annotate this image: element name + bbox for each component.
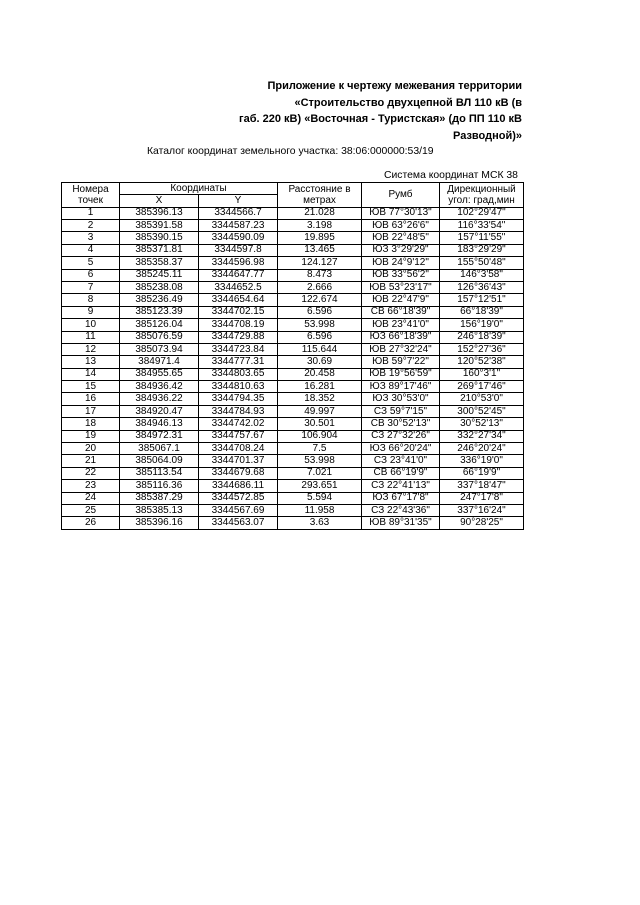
table-row [62, 294, 524, 306]
y-cell: 3344742.02 [199, 418, 278, 430]
x-cell: 385238.08 [120, 281, 199, 293]
table-row [62, 269, 524, 281]
rumb-cell: СЗ 22°43'36" [362, 504, 440, 516]
distance-cell: 30.69 [278, 356, 362, 368]
table-row [62, 504, 524, 516]
distance-cell: 122.674 [278, 294, 362, 306]
x-cell: 385116.36 [120, 480, 199, 492]
x-cell: 385067.1 [120, 443, 199, 455]
point-number-cell: 18 [62, 418, 120, 430]
rumb-cell: СЗ 23°41'0" [362, 455, 440, 467]
point-number-cell: 1 [62, 207, 120, 219]
distance-cell: 20.458 [278, 368, 362, 380]
y-cell: 3344702.15 [199, 306, 278, 318]
y-cell: 3344596.98 [199, 257, 278, 269]
distance-cell: 19.895 [278, 232, 362, 244]
direction-angle-cell: 300°52'45" [440, 405, 524, 417]
direction-angle-cell: 246°20'24" [440, 443, 524, 455]
point-number-cell: 10 [62, 319, 120, 331]
point-number-cell: 12 [62, 343, 120, 355]
rumb-cell: ЮВ 53°23'17" [362, 281, 440, 293]
y-cell: 3344723.84 [199, 343, 278, 355]
distance-cell: 2.666 [278, 281, 362, 293]
header-direction-angle-line-2: угол: град,мин [448, 194, 515, 206]
direction-angle-cell: 157°11'55" [440, 232, 524, 244]
table-row [62, 405, 524, 417]
rumb-cell: СВ 30°52'13" [362, 418, 440, 430]
rumb-cell: ЮВ 19°56'59" [362, 368, 440, 380]
coordinate-system-label: Система координат МСК 38 [384, 170, 518, 181]
rumb-cell: ЮЗ 89°17'46" [362, 381, 440, 393]
distance-cell: 3.198 [278, 219, 362, 231]
direction-angle-cell: 157°12'51" [440, 294, 524, 306]
table-row [62, 430, 524, 442]
header-point-number-line-1: Номера [72, 183, 109, 195]
x-cell: 385391.58 [120, 219, 199, 231]
y-cell: 3344647.77 [199, 269, 278, 281]
coordinates-table [61, 182, 524, 530]
table-row [62, 232, 524, 244]
direction-angle-cell: 126°36'43" [440, 281, 524, 293]
distance-cell: 18.352 [278, 393, 362, 405]
table-row [62, 306, 524, 318]
rumb-cell: ЮЗ 30°53'0" [362, 393, 440, 405]
distance-cell: 7.021 [278, 467, 362, 479]
rumb-cell: СЗ 22°41'13" [362, 480, 440, 492]
y-cell: 3344810.63 [199, 381, 278, 393]
x-cell: 384955.65 [120, 368, 199, 380]
direction-angle-cell: 155°50'48" [440, 257, 524, 269]
direction-angle-cell: 269°17'46" [440, 381, 524, 393]
y-cell: 3344777.31 [199, 356, 278, 368]
table-row [62, 393, 524, 405]
point-number-cell: 8 [62, 294, 120, 306]
rumb-cell: ЮЗ 66°20'24" [362, 443, 440, 455]
table-row [62, 443, 524, 455]
header-point-number-line-2: точек [78, 194, 103, 206]
point-number-cell: 4 [62, 244, 120, 256]
header-distance-line-1: Расстояние в [288, 183, 351, 195]
direction-angle-cell: 210°53'0" [440, 393, 524, 405]
point-number-cell: 2 [62, 219, 120, 231]
x-cell: 385358.37 [120, 257, 199, 269]
distance-cell: 8.473 [278, 269, 362, 281]
header-direction-angle [440, 183, 524, 208]
rumb-cell: СВ 66°18'39" [362, 306, 440, 318]
x-cell: 385385.13 [120, 504, 199, 516]
distance-cell: 53.998 [278, 455, 362, 467]
table-row [62, 517, 524, 529]
rumb-cell: ЮВ 23°41'0" [362, 319, 440, 331]
point-number-cell: 5 [62, 257, 120, 269]
point-number-cell: 9 [62, 306, 120, 318]
y-cell: 3344563.07 [199, 517, 278, 529]
header-y: Y [199, 195, 278, 207]
x-cell: 385390.15 [120, 232, 199, 244]
y-cell: 3344686.11 [199, 480, 278, 492]
x-cell: 385396.16 [120, 517, 199, 529]
point-number-cell: 24 [62, 492, 120, 504]
table-row [62, 281, 524, 293]
header-rumb: Румб [362, 183, 440, 208]
x-cell: 385113.54 [120, 467, 199, 479]
rumb-cell: СЗ 27°32'26" [362, 430, 440, 442]
point-number-cell: 3 [62, 232, 120, 244]
point-number-cell: 26 [62, 517, 120, 529]
x-cell: 384971.4 [120, 356, 199, 368]
direction-angle-cell: 247°17'8" [440, 492, 524, 504]
y-cell: 3344597.8 [199, 244, 278, 256]
table-row [62, 331, 524, 343]
y-cell: 3344566.7 [199, 207, 278, 219]
y-cell: 3344784.93 [199, 405, 278, 417]
direction-angle-cell: 66°19'9" [440, 467, 524, 479]
rumb-cell: ЮВ 63°26'6" [362, 219, 440, 231]
point-number-cell: 6 [62, 269, 120, 281]
table-row [62, 207, 524, 219]
direction-angle-cell: 336°19'0" [440, 455, 524, 467]
x-cell: 385064.09 [120, 455, 199, 467]
x-cell: 384936.22 [120, 393, 199, 405]
x-cell: 385371.81 [120, 244, 199, 256]
y-cell: 3344708.19 [199, 319, 278, 331]
direction-angle-cell: 30°52'13" [440, 418, 524, 430]
table-row [62, 319, 524, 331]
header-x: X [120, 195, 199, 207]
distance-cell: 13.465 [278, 244, 362, 256]
direction-angle-cell: 337°16'24" [440, 504, 524, 516]
direction-angle-cell: 152°27'36" [440, 343, 524, 355]
direction-angle-cell: 90°28'25" [440, 517, 524, 529]
table-row [62, 492, 524, 504]
direction-angle-cell: 146°3'58" [440, 269, 524, 281]
table-row [62, 455, 524, 467]
direction-angle-cell: 337°18'47" [440, 480, 524, 492]
x-cell: 385245.11 [120, 269, 199, 281]
distance-cell: 6.596 [278, 331, 362, 343]
y-cell: 3344567.69 [199, 504, 278, 516]
rumb-cell: ЮВ 22°48'5" [362, 232, 440, 244]
header-distance [278, 183, 362, 208]
point-number-cell: 11 [62, 331, 120, 343]
table-row [62, 368, 524, 380]
document-header [162, 78, 522, 144]
rumb-cell: СЗ 59°7'15" [362, 405, 440, 417]
header-point-number [62, 183, 120, 208]
distance-cell: 3.63 [278, 517, 362, 529]
table-row [62, 418, 524, 430]
direction-angle-cell: 246°18'39" [440, 331, 524, 343]
table-row [62, 480, 524, 492]
point-number-cell: 16 [62, 393, 120, 405]
x-cell: 385123.39 [120, 306, 199, 318]
rumb-cell: ЮЗ 66°18'39" [362, 331, 440, 343]
rumb-cell: СВ 66°19'9" [362, 467, 440, 479]
distance-cell: 11.958 [278, 504, 362, 516]
point-number-cell: 22 [62, 467, 120, 479]
direction-angle-cell: 156°19'0" [440, 319, 524, 331]
direction-angle-cell: 102°29'47" [440, 207, 524, 219]
x-cell: 385387.29 [120, 492, 199, 504]
x-cell: 384936.42 [120, 381, 199, 393]
point-number-cell: 23 [62, 480, 120, 492]
header-line-2: «Строительство двухцепной ВЛ 110 кВ (в [294, 96, 522, 109]
direction-angle-cell: 120°52'38" [440, 356, 524, 368]
rumb-cell: ЮВ 89°31'35" [362, 517, 440, 529]
table-row [62, 257, 524, 269]
y-cell: 3344757.67 [199, 430, 278, 442]
distance-cell: 124.127 [278, 257, 362, 269]
x-cell: 385076.59 [120, 331, 199, 343]
direction-angle-cell: 116°33'54" [440, 219, 524, 231]
rumb-cell: ЮВ 77°30'13" [362, 207, 440, 219]
x-cell: 385396.13 [120, 207, 199, 219]
header-line-3: габ. 220 кВ) «Восточная - Туристская» (до ПП 110 кВ [239, 113, 522, 125]
distance-cell: 115.644 [278, 343, 362, 355]
y-cell: 3344590.09 [199, 232, 278, 244]
point-number-cell: 25 [62, 504, 120, 516]
y-cell: 3344701.37 [199, 455, 278, 467]
x-cell: 384920.47 [120, 405, 199, 417]
rumb-cell: ЮВ 22°47'9" [362, 294, 440, 306]
y-cell: 3344803.65 [199, 368, 278, 380]
table-header [62, 183, 524, 208]
y-cell: 3344729.88 [199, 331, 278, 343]
x-cell: 384946.13 [120, 418, 199, 430]
rumb-cell: ЮВ 59°7'22" [362, 356, 440, 368]
x-cell: 385126.04 [120, 319, 199, 331]
rumb-cell: ЮВ 27°32'24" [362, 343, 440, 355]
distance-cell: 49.997 [278, 405, 362, 417]
header-line-1: Приложение к чертежу межевания территории [267, 80, 522, 92]
distance-cell: 6.596 [278, 306, 362, 318]
point-number-cell: 13 [62, 356, 120, 368]
catalog-title: Каталог координат земельного участка: 38:06:000000:53/19 [147, 146, 434, 157]
direction-angle-cell: 332°27'34" [440, 430, 524, 442]
point-number-cell: 21 [62, 455, 120, 467]
distance-cell: 30.501 [278, 418, 362, 430]
x-cell: 385073.94 [120, 343, 199, 355]
header-distance-line-2: метрах [303, 194, 336, 206]
table-row [62, 381, 524, 393]
rumb-cell: ЮВ 24°9'12" [362, 257, 440, 269]
table-row [62, 356, 524, 368]
y-cell: 3344794.35 [199, 393, 278, 405]
distance-cell: 7.5 [278, 443, 362, 455]
y-cell: 3344572.85 [199, 492, 278, 504]
rumb-cell: ЮЗ 3°29'29" [362, 244, 440, 256]
point-number-cell: 7 [62, 281, 120, 293]
distance-cell: 5.594 [278, 492, 362, 504]
direction-angle-cell: 160°3'1" [440, 368, 524, 380]
table-body [62, 207, 524, 529]
point-number-cell: 19 [62, 430, 120, 442]
point-number-cell: 15 [62, 381, 120, 393]
distance-cell: 53.998 [278, 319, 362, 331]
y-cell: 3344708.24 [199, 443, 278, 455]
direction-angle-cell: 183°29'29" [440, 244, 524, 256]
header-coordinates: Координаты [120, 183, 278, 195]
y-cell: 3344654.64 [199, 294, 278, 306]
distance-cell: 21.028 [278, 207, 362, 219]
table-row [62, 244, 524, 256]
table-row [62, 467, 524, 479]
distance-cell: 293.651 [278, 480, 362, 492]
rumb-cell: ЮВ 33°56'2" [362, 269, 440, 281]
y-cell: 3344587.23 [199, 219, 278, 231]
distance-cell: 106.904 [278, 430, 362, 442]
table-row [62, 343, 524, 355]
table-row [62, 219, 524, 231]
distance-cell: 16.281 [278, 381, 362, 393]
point-number-cell: 20 [62, 443, 120, 455]
header-line-4: Разводной)» [453, 129, 522, 142]
y-cell: 3344679.68 [199, 467, 278, 479]
rumb-cell: ЮЗ 67°17'8" [362, 492, 440, 504]
y-cell: 3344652.5 [199, 281, 278, 293]
header-direction-angle-line-1: Дирекционный [447, 183, 516, 195]
x-cell: 384972.31 [120, 430, 199, 442]
point-number-cell: 14 [62, 368, 120, 380]
point-number-cell: 17 [62, 405, 120, 417]
direction-angle-cell: 66°18'39" [440, 306, 524, 318]
x-cell: 385236.49 [120, 294, 199, 306]
